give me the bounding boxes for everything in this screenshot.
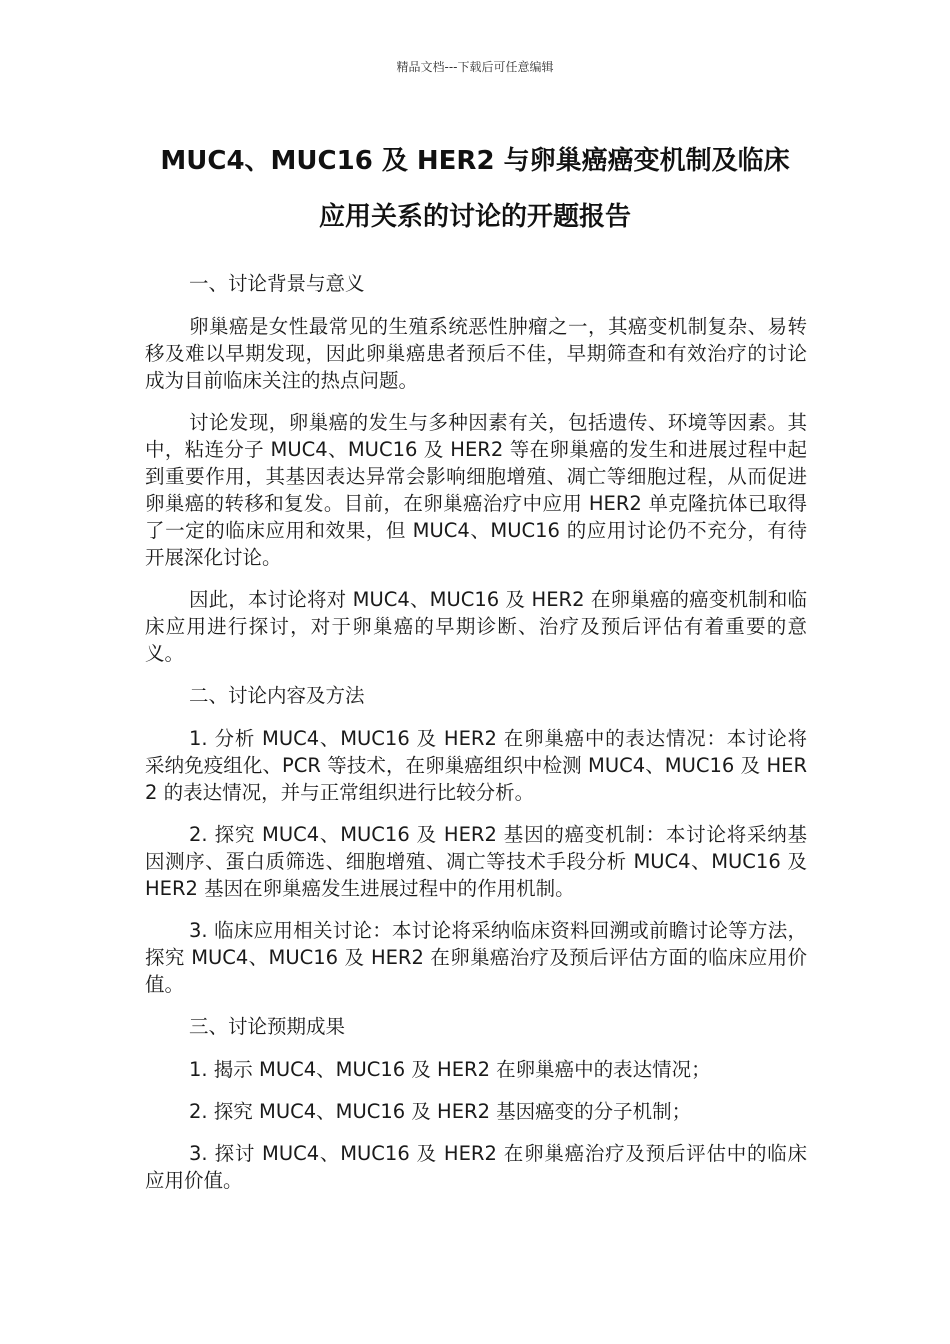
paragraph-outcomes-1: 1. 揭示 MUC4、MUC16 及 HER2 在卵巢癌中的表达情况； xyxy=(189,1058,711,1081)
document-title-line-2: 应用关系的讨论的开题报告 xyxy=(318,202,631,232)
paragraph-methods-1: 1. 分析 MUC4、MUC16 及 HER2 在卵巢癌中的表达情况：本讨论将采纳免疫组化、PCR 等技术，在卵巢癌组织中检测 MUC4、MUC16 及 HER2 的表达情况，并与正常组织进行比较分析。 xyxy=(145,727,807,804)
paragraph-outcomes-2: 2. 探究 MUC4、MUC16 及 HER2 基因癌变的分子机制； xyxy=(189,1100,692,1123)
section-heading-outcomes: 三、讨论预期成果 xyxy=(189,1015,346,1038)
section-heading-methods: 二、讨论内容及方法 xyxy=(189,684,365,707)
document-body xyxy=(145,270,807,1209)
header-note: 精品文档---下载后可任意编辑 xyxy=(396,60,554,74)
paragraph-outcomes-3: 3. 探讨 MUC4、MUC16 及 HER2 在卵巢癌治疗及预后评估中的临床应用价值。 xyxy=(145,1142,807,1192)
document-title-line-1: MUC4、MUC16 及 HER2 与卵巢癌癌变机制及临床 xyxy=(160,146,790,176)
section-heading-background: 一、讨论背景与意义 xyxy=(189,272,365,295)
paragraph-methods-3: 3. 临床应用相关讨论：本讨论将采纳临床资料回溯或前瞻讨论等方法，探究 MUC4、MUC16 及 HER2 在卵巢癌治疗及预后评估方面的临床应用价值。 xyxy=(145,919,807,996)
paragraph-methods-2: 2. 探究 MUC4、MUC16 及 HER2 基因的癌变机制：本讨论将采纳基因测序、蛋白质筛选、细胞增殖、凋亡等技术手段分析 MUC4、MUC16 及 HER2 基因在卵巢癌发生进展过程中的作用机制。 xyxy=(145,823,807,900)
paragraph-background-1: 卵巢癌是女性最常见的生殖系统恶性肿瘤之一，其癌变机制复杂、易转移及难以早期发现，因此卵巢癌患者预后不佳，早期筛查和有效治疗的讨论成为目前临床关注的热点问题。 xyxy=(145,315,807,392)
paragraph-background-2: 讨论发现，卵巢癌的发生与多种因素有关，包括遗传、环境等因素。其中，粘连分子 MUC4、MUC16 及 HER2 等在卵巢癌的发生和进展过程中起到重要作用，其基因表达异常会影响细胞增殖、凋亡等细胞过程，从而促进卵巢癌的转移和复发。目前，在卵巢癌治疗中应用 HER2 单克隆抗体已取得了一定的临床应用和效果，但 MUC4、MUC16 的应用讨论仍不充分，有待开展深化讨论。 xyxy=(145,411,807,569)
paragraph-background-3: 因此，本讨论将对 MUC4、MUC16 及 HER2 在卵巢癌的癌变机制和临床应用进行探讨，对于卵巢癌的早期诊断、治疗及预后评估有着重要的意义。 xyxy=(145,588,807,665)
